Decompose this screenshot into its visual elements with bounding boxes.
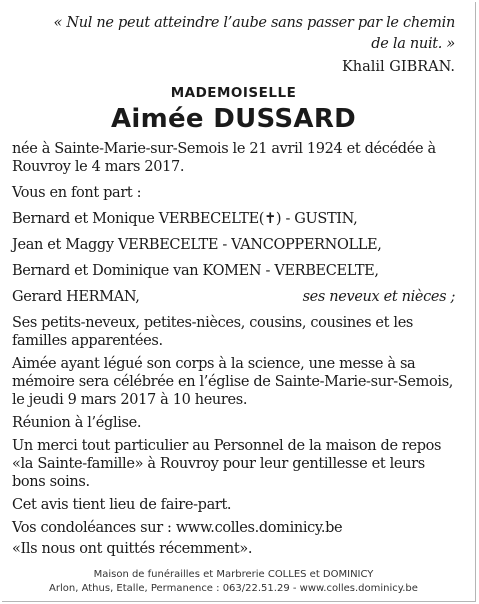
frame-border-bottom <box>2 601 476 602</box>
obituary-body <box>12 13 455 558</box>
condolences-text: Vos condoléances sur : www.colles.dominicy.be <box>12 520 343 536</box>
frame-border-right <box>475 2 476 602</box>
epigraph-line-1: « Nul ne peut atteindre l’aube sans passer par le chemin <box>53 15 455 31</box>
meeting-text: Réunion à l’église. <box>12 415 142 431</box>
nephews-nieces-label: ses neveux et nièces ; <box>302 289 455 305</box>
family-line-1-start: Bernard et Monique VERBECELTE( <box>12 211 265 227</box>
announce-text: Vous en font part : <box>12 185 142 201</box>
honorific: MADEMOISELLE <box>170 85 297 101</box>
relatives-text: Ses petits-neveux, petites-nièces, cousins, cousines et les familles apparentées. <box>12 315 414 349</box>
notice-text: Cet avis tient lieu de faire-part. <box>12 497 232 513</box>
thanks-text: Un merci tout particulier au Personnel de la maison de repos «la Sainte-famille» à Rouvroy pour leur gentillesse et leurs bons soins. <box>12 438 442 490</box>
deceased-name: Aimée DUSSARD <box>110 104 357 134</box>
cross-icon: ✝ <box>264 211 276 227</box>
family-line-1-end: ) - GUSTIN, <box>275 211 358 227</box>
funeral-home-footer <box>12 568 455 596</box>
family-line-3: Bernard et Dominique van KOMEN - VERBECELTE, <box>12 263 379 279</box>
footer-line-1: Maison de funérailles et Marbrerie COLLES et DOMINICY <box>93 569 374 580</box>
family-line-4-name: Gerard HERMAN, <box>12 289 140 305</box>
family-line-2: Jean et Maggy VERBECELTE - VANCOPPERNOLLE, <box>12 237 382 253</box>
family-line-1 <box>12 210 455 228</box>
epigraph-line-2: de la nuit. » <box>371 36 455 52</box>
footer-line-2: Arlon, Athus, Etalle, Permanence : 063/22.51.29 - www.colles.dominicy.be <box>49 583 418 594</box>
family-line-4 <box>12 288 455 306</box>
epigraph-quote <box>12 13 455 55</box>
birth-death-text: née à Sainte-Marie-sur-Semois le 21 avril 1924 et décédée à Rouvroy le 4 mars 2017. <box>12 141 436 175</box>
epigraph-author: Khalil GIBRAN. <box>341 59 455 75</box>
mass-text: Aimée ayant légué son corps à la science, une messe à sa mémoire sera célébrée en l’église de Sainte-Marie-sur-Semois, le jeudi 9 mars 2017 à 10 heures. <box>12 356 454 408</box>
recent-text: «Ils nous ont quittés récemment». <box>12 541 253 557</box>
